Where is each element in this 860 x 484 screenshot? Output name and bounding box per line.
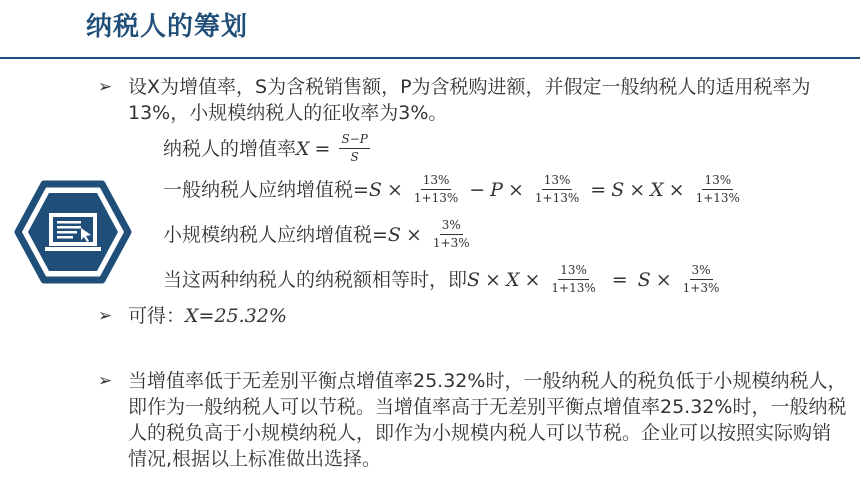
formula-equal-tax-condition: 当这两种纳税人的纳税额相等时，即 S × X × $\frac{13\%}{1+13\%}$ = S × $\frac{3\%}{1+3\%}$	[163, 263, 720, 295]
bullet-text-result	[128, 303, 848, 329]
page-title: 纳税人的筹划	[86, 12, 249, 42]
bullet-arrow-icon: ➢	[98, 371, 113, 391]
bullet-text-definitions: 设X为增值率，S为含税销售额，P为含税购进额，并假定一般纳税人的适用税率为13%，小规模纳税人的征收率为3%。	[128, 76, 811, 124]
formula-value-added-rate	[163, 132, 374, 165]
bullet-arrow-icon: ➢	[98, 77, 113, 97]
fraction-13-over-113: $\frac{13\%}{1+13\%}$	[413, 173, 459, 205]
formula-label: 一般纳税人应纳增值税=	[163, 178, 369, 201]
result-value: X=25.32%	[185, 305, 287, 327]
fraction-13-over-113: $\frac{13\%}{1+13\%}$	[695, 173, 740, 205]
fraction-s-minus-p-over-s: $\frac{S-P}{S}$	[341, 132, 368, 164]
bullet-conclusion	[98, 368, 848, 472]
result-label: 可得：	[128, 305, 186, 327]
fraction-3-over-103: $\frac{3\%}{1+3\%}$	[432, 218, 470, 250]
formula-label: 纳税人的增值率	[163, 137, 297, 160]
formula-small-scale-taxpayer-vat: 小规模纳税人应纳增值税= S × $\frac{3\%}{1+3\%}$	[163, 218, 470, 250]
computer-screen-icon	[14, 180, 132, 284]
formula-general-taxpayer-vat: 一般纳税人应纳增值税= S × $\frac{13\%}{1+13\%}$ − P × $\frac{13\%}{1+13\%}$ = S × X × $\frac{13\%}{1+13\%}$	[163, 173, 740, 205]
bullet-text-conclusion: 当增值率低于无差别平衡点增值率25.32%时，一般纳税人的税负低于小规模纳税人，即作为一般纳税人可以节税。当增值率高于无差别平衡点增值率25.32%时，一般纳税人的税负高于小规模纳税人，即作为小规模内税人可以节税。企业可以按照实际购销情况,根据以上标准做出选择。	[128, 370, 847, 470]
formula-label: 小规模纳税人应纳增值税=	[163, 223, 388, 246]
formula-equals: =	[314, 137, 331, 160]
formula-label: 当这两种纳税人的纳税额相等时，即	[163, 268, 468, 291]
formula-var-x: X	[296, 137, 310, 160]
fraction-13-over-113: $\frac{13\%}{1+13\%}$	[534, 173, 580, 205]
bullet-definitions	[98, 74, 848, 126]
monitor-base	[45, 247, 101, 251]
bullet-result	[98, 303, 848, 329]
fraction-13-over-113: $\frac{13\%}{1+13\%}$	[551, 263, 596, 295]
title-divider	[0, 57, 860, 59]
fraction-3-over-103: $\frac{3\%}{1+3\%}$	[682, 263, 720, 295]
bullet-arrow-icon: ➢	[98, 306, 113, 326]
